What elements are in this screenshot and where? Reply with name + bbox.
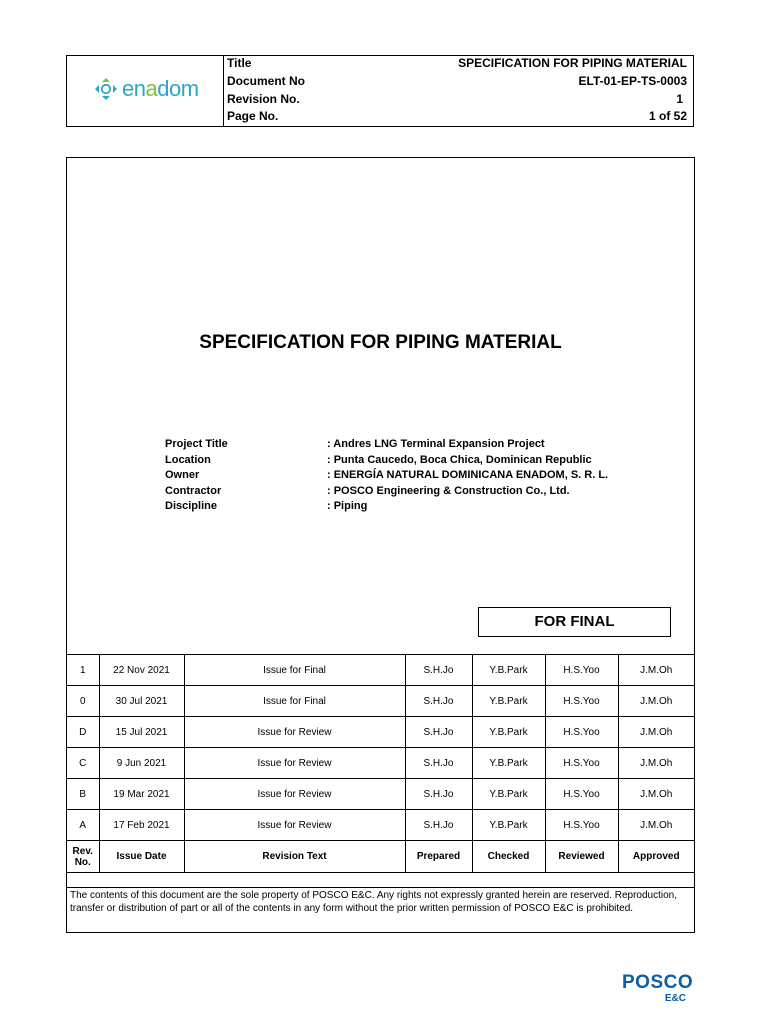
table-cell: S.H.Jo xyxy=(405,748,472,779)
info-key: Discipline xyxy=(165,500,217,512)
table-cell: J.M.Oh xyxy=(618,779,694,810)
header-value: SPECIFICATION FOR PIPING MATERIAL xyxy=(458,56,687,70)
table-cell: 30 Jul 2021 xyxy=(99,686,184,717)
cover-frame xyxy=(66,157,695,933)
document-header xyxy=(66,55,694,127)
header-value: 1 xyxy=(676,92,683,106)
table-cell: S.H.Jo xyxy=(405,686,472,717)
info-value: : ENERGÍA NATURAL DOMINICANA ENADOM, S. R. L. xyxy=(327,469,609,481)
table-row xyxy=(67,779,694,810)
table-cell: 1 xyxy=(67,655,99,686)
table-row xyxy=(67,686,694,717)
table-cell: J.M.Oh xyxy=(618,655,694,686)
table-header-cell: Reviewed xyxy=(545,841,618,873)
table-header-cell: Issue Date xyxy=(99,841,184,873)
header-row-title xyxy=(227,56,687,74)
table-cell: Issue for Final xyxy=(184,655,405,686)
table-cell: Issue for Final xyxy=(184,686,405,717)
table-header-cell: Checked xyxy=(472,841,545,873)
revision-table-body xyxy=(67,655,694,873)
table-cell: A xyxy=(67,810,99,841)
table-cell: Issue for Review xyxy=(184,748,405,779)
table-row xyxy=(67,810,694,841)
table-cell: S.H.Jo xyxy=(405,655,472,686)
project-info xyxy=(165,438,645,516)
table-header-cell: Prepared xyxy=(405,841,472,873)
table-cell: Y.B.Park xyxy=(472,779,545,810)
table-cell: Issue for Review xyxy=(184,717,405,748)
table-cell: 9 Jun 2021 xyxy=(99,748,184,779)
table-cell: S.H.Jo xyxy=(405,779,472,810)
status-badge: FOR FINAL xyxy=(478,607,671,637)
info-key: Location xyxy=(165,453,211,466)
posco-logo-text: POSCO xyxy=(622,972,694,993)
info-row xyxy=(165,454,645,470)
info-value: : Punta Caucedo, Boca Chica, Dominican Republic xyxy=(327,453,592,466)
table-cell: C xyxy=(67,748,99,779)
table-row xyxy=(67,717,694,748)
table-cell: J.M.Oh xyxy=(618,810,694,841)
info-key: Contractor xyxy=(165,484,222,497)
table-cell: S.H.Jo xyxy=(405,717,472,748)
table-header-cell: Rev. No. xyxy=(67,841,99,873)
table-cell: 22 Nov 2021 xyxy=(99,655,184,686)
table-cell: S.H.Jo xyxy=(405,810,472,841)
header-row-document-no xyxy=(227,74,687,92)
table-cell: H.S.Yoo xyxy=(545,748,618,779)
table-cell: H.S.Yoo xyxy=(545,717,618,748)
table-header-row xyxy=(67,841,694,873)
enadom-logo-cell xyxy=(67,56,224,126)
info-value: : Andres LNG Terminal Expansion Project xyxy=(327,438,545,450)
table-cell: 15 Jul 2021 xyxy=(99,717,184,748)
table-cell: J.M.Oh xyxy=(618,686,694,717)
table-cell: Y.B.Park xyxy=(472,810,545,841)
info-row xyxy=(165,485,645,501)
header-label: Title xyxy=(227,56,252,70)
info-row xyxy=(165,469,645,485)
table-cell: B xyxy=(67,779,99,810)
enadom-logo-text: enadom xyxy=(122,76,199,101)
posco-logo xyxy=(622,972,694,1005)
revision-table xyxy=(67,654,694,873)
table-cell: Y.B.Park xyxy=(472,655,545,686)
table-row xyxy=(67,655,694,686)
table-cell: H.S.Yoo xyxy=(545,655,618,686)
table-cell: J.M.Oh xyxy=(618,717,694,748)
table-cell: Y.B.Park xyxy=(472,717,545,748)
enadom-logo-icon xyxy=(93,77,119,101)
document-title: SPECIFICATION FOR PIPING MATERIAL xyxy=(199,332,562,353)
enadom-logo xyxy=(93,76,199,102)
header-value: ELT-01-EP-TS-0003 xyxy=(578,74,687,88)
header-label: Revision No. xyxy=(227,92,300,106)
table-row xyxy=(67,748,694,779)
table-header-cell: Approved xyxy=(618,841,694,873)
info-key: Owner xyxy=(165,469,200,481)
posco-logo-subtext: E&C xyxy=(664,993,686,1004)
header-row-revision-no xyxy=(227,92,687,110)
header-value: 1 of 52 xyxy=(648,109,687,123)
header-label: Page No. xyxy=(227,109,279,123)
table-cell: J.M.Oh xyxy=(618,748,694,779)
table-cell: 0 xyxy=(67,686,99,717)
table-cell: H.S.Yoo xyxy=(545,686,618,717)
info-row xyxy=(165,500,645,516)
table-cell: Y.B.Park xyxy=(472,686,545,717)
table-cell: Y.B.Park xyxy=(472,748,545,779)
table-cell: H.S.Yoo xyxy=(545,779,618,810)
header-label: Document No xyxy=(227,74,305,88)
table-cell: D xyxy=(67,717,99,748)
table-cell: H.S.Yoo xyxy=(545,810,618,841)
info-value: : POSCO Engineering & Construction Co., Ltd. xyxy=(327,484,570,497)
info-row xyxy=(165,438,645,454)
table-cell: Issue for Review xyxy=(184,779,405,810)
table-header-cell: Revision Text xyxy=(184,841,405,873)
info-key: Project Title xyxy=(165,438,228,450)
table-cell: Issue for Review xyxy=(184,810,405,841)
info-value: : Piping xyxy=(327,500,368,512)
table-cell: 17 Feb 2021 xyxy=(99,810,184,841)
table-cell: 19 Mar 2021 xyxy=(99,779,184,810)
confidentiality-notice: The contents of this document are the sole property of POSCO E&C. Any rights not expressly granted herein are reserved. Reproduction, transfer or distribution of part or all of the contents in any form without the prior written permission of POSCO E&C is prohibited. xyxy=(67,887,694,933)
header-row-page-no xyxy=(227,109,687,127)
